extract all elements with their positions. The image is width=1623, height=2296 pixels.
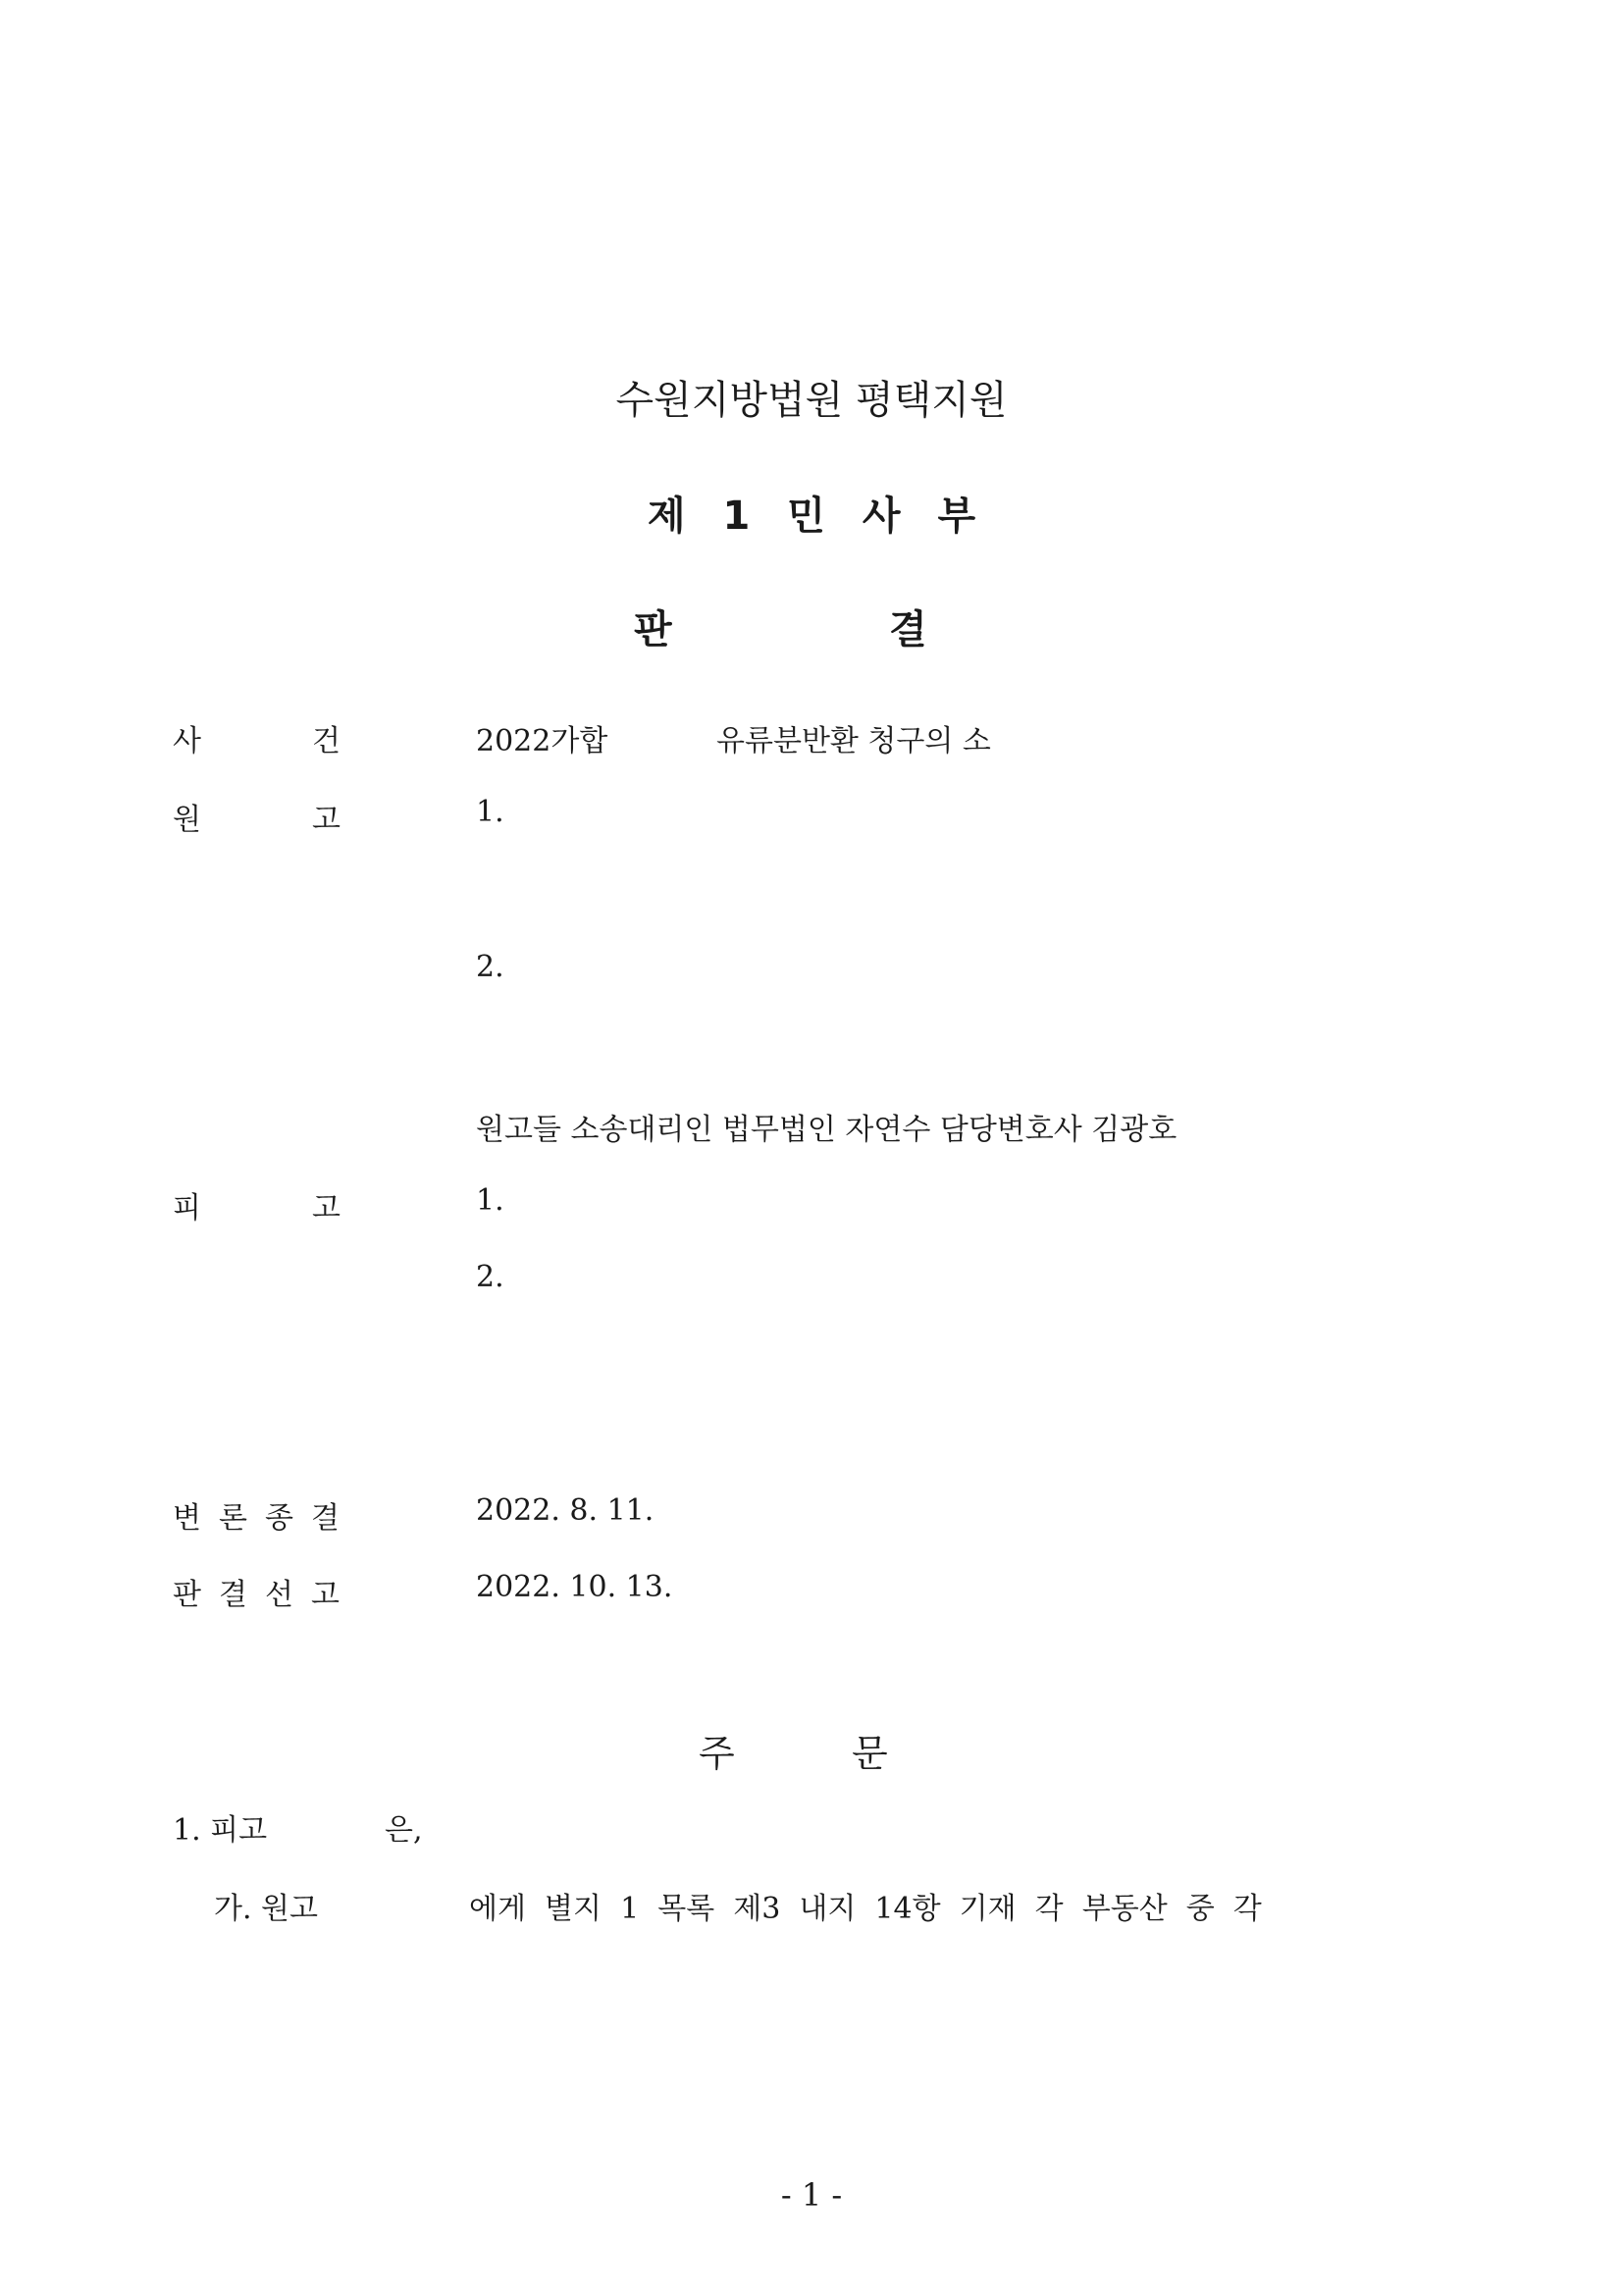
plaintiff-item-2: 2.: [476, 950, 504, 984]
order-line-2-text: 에게 별지 1 목록 제3 내지 14항 기재 각 부동산 중 각: [469, 1892, 1262, 1926]
order-heading-char: 주: [699, 1732, 735, 1775]
order-line-2-prefix: 가. 원고: [214, 1892, 319, 1926]
plaintiff-item-1: 1.: [476, 795, 504, 829]
defendant-label-char: 고: [312, 1191, 340, 1226]
order-line-1-prefix: 1. 피고: [173, 1813, 268, 1848]
division-char: 제: [647, 494, 686, 539]
case-number: 2022가합: [476, 724, 608, 758]
defendant-item-1: 1.: [476, 1183, 504, 1218]
judgment-date: 2022. 10. 13.: [476, 1570, 673, 1604]
case-label-char: 건: [312, 724, 340, 758]
division-char: 1: [722, 494, 751, 539]
plaintiff-counsel: 원고들 소송대리인 법무법인 자연수 담당변호사 김광호: [476, 1113, 1178, 1147]
defendant-label-char: 피: [173, 1191, 201, 1226]
judgment-date-label: 판결선고: [173, 1578, 357, 1612]
order-heading-char: 문: [852, 1732, 888, 1775]
hearing-closed-date: 2022. 8. 11.: [476, 1493, 654, 1528]
case-label-char: 사: [173, 724, 201, 758]
document-title-char: 판: [634, 607, 672, 652]
document-title-char: 결: [889, 607, 927, 652]
hearing-closed-label: 변론종결: [173, 1501, 357, 1536]
division-char: 사: [862, 494, 901, 539]
division-name: [0, 485, 1623, 541]
page-number: - 1 -: [780, 2176, 843, 2214]
plaintiff-label-char: 원: [173, 803, 201, 837]
defendant-item-2: 2.: [476, 1260, 504, 1294]
division-char: 민: [787, 494, 825, 539]
division-char: 부: [937, 494, 976, 539]
case-title: 유류분반환 청구의 소: [716, 724, 991, 758]
order-line-1-suffix: 은,: [385, 1813, 423, 1848]
court-name: 수원지방법원 평택지원: [615, 378, 1008, 423]
plaintiff-label-char: 고: [312, 803, 340, 837]
